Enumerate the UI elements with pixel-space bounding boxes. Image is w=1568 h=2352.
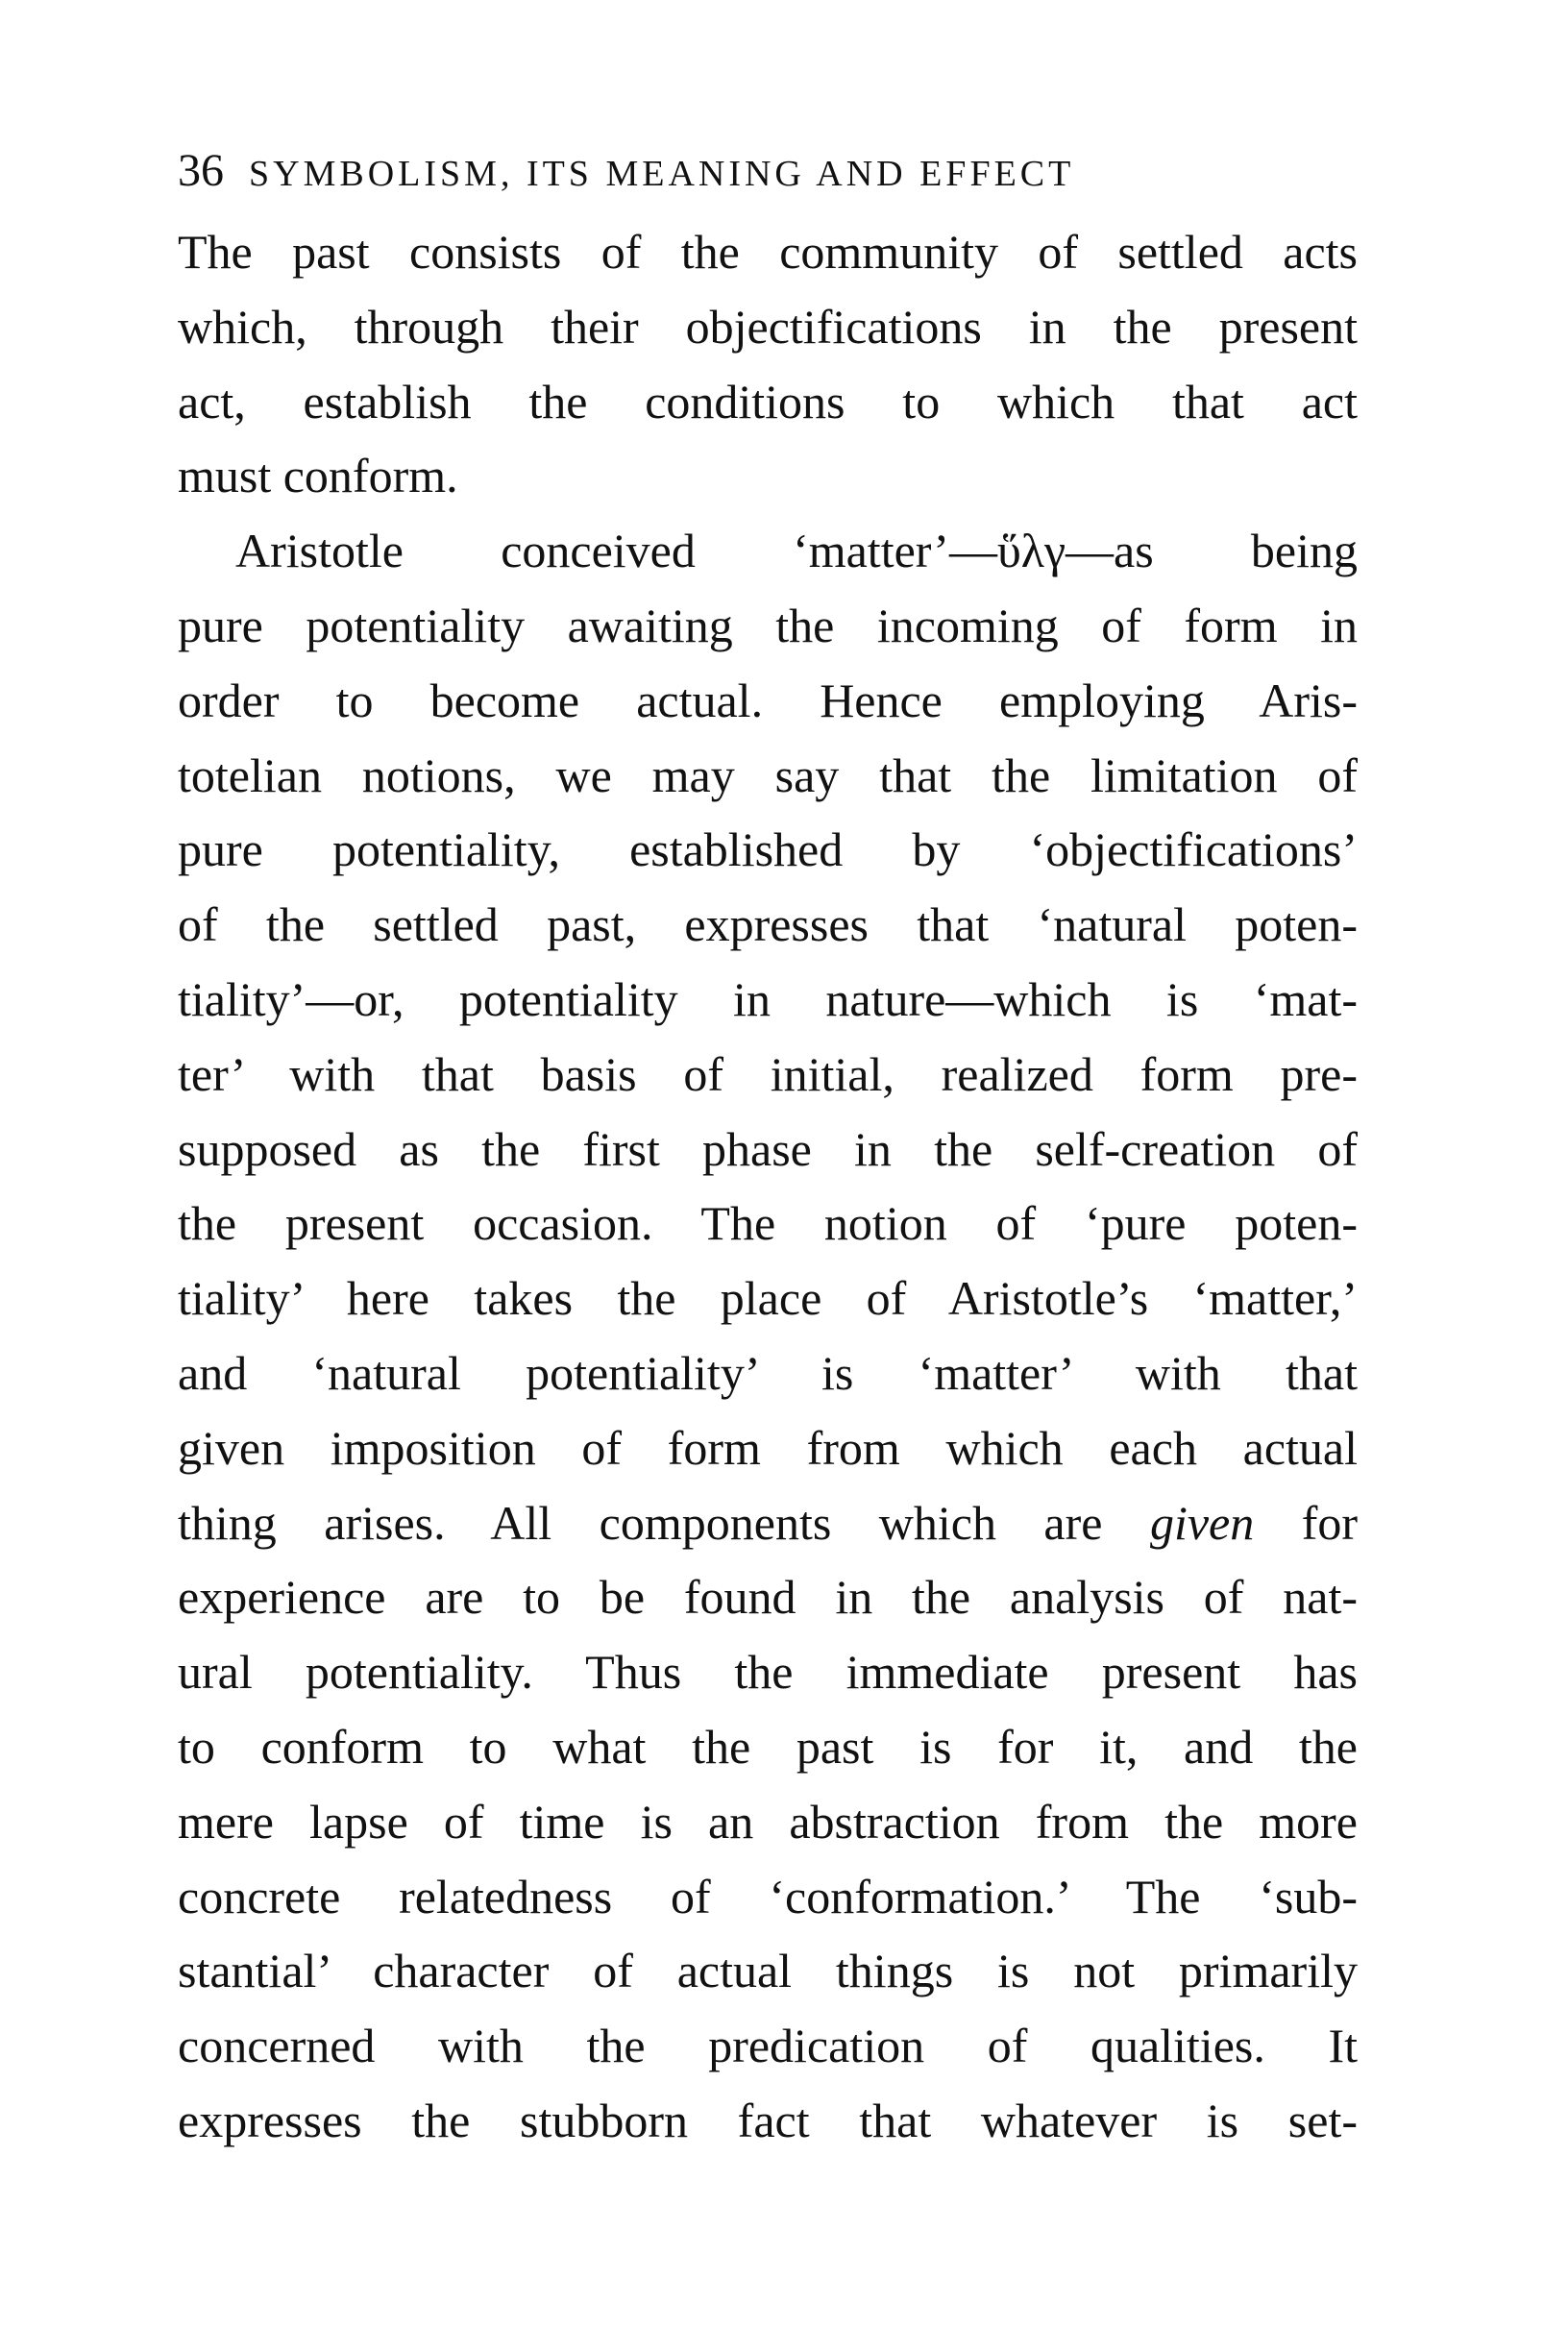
- text-line: ter’ with that basis of initial, realized form pre-: [178, 1046, 1358, 1101]
- text-line: act, establish the conditions to which that act: [178, 374, 1358, 429]
- text-line: concerned with the predication of qualities. It: [178, 2019, 1358, 2073]
- text-line: totelian notions, we may say that the limitation of: [178, 747, 1358, 802]
- page-number: 36: [178, 145, 224, 196]
- text-line: tiality’—or, potentiality in nature—which is ‘mat-: [178, 971, 1358, 1026]
- text-line: and ‘natural potentiality’ is ‘matter’ with that: [178, 1345, 1358, 1400]
- text-line: ural potentiality. Thus the immediate present has: [178, 1645, 1358, 1700]
- text-line: expresses the stubborn fact that whatever is set-: [178, 2093, 1358, 2147]
- text-segment: thing arises. All components which are: [178, 1495, 1150, 1550]
- text-line: pure potentiality awaiting the incoming of form in: [178, 598, 1358, 652]
- italic-word: given: [1149, 1495, 1255, 1550]
- text-line: order to become actual. Hence employing Aris-: [178, 673, 1358, 727]
- running-head: [178, 142, 1361, 200]
- body-text: [178, 215, 1358, 2159]
- text-line: supposed as the first phase in the self-creation of: [178, 1121, 1358, 1176]
- text-line: the present occasion. The notion of ‘pure poten-: [178, 1196, 1358, 1251]
- text-line: stantial’ character of actual things is not primarily: [178, 1944, 1358, 1998]
- text-line: tiality’ here takes the place of Aristotle’s ‘matter,’: [178, 1271, 1358, 1326]
- text-line: which, through their objectifications in the present: [178, 299, 1358, 354]
- text-line-with-italic: [178, 1486, 1358, 1561]
- text-line: to conform to what the past is for it, and the: [178, 1719, 1358, 1774]
- running-title: SYMBOLISM, ITS MEANING AND EFFECT: [249, 154, 1075, 194]
- text-segment: for: [1254, 1495, 1358, 1550]
- text-line: mere lapse of time is an abstraction from the more: [178, 1794, 1358, 1849]
- text-line: given imposition of form from which each actual: [178, 1420, 1358, 1475]
- text-line: pure potentiality, established by ‘objectifications’: [178, 822, 1358, 877]
- text-line: must conform.: [178, 449, 458, 503]
- text-line: The past consists of the community of settled acts: [178, 225, 1358, 279]
- text-line: concrete relatedness of ‘conformation.’ The ‘sub-: [178, 1869, 1358, 1923]
- text-line: of the settled past, expresses that ‘natural poten-: [178, 897, 1358, 952]
- text-line: Aristotle conceived ‘matter’—ὕλγ—as being: [235, 524, 1358, 578]
- text-line: experience are to be found in the analysis of nat-: [178, 1570, 1358, 1625]
